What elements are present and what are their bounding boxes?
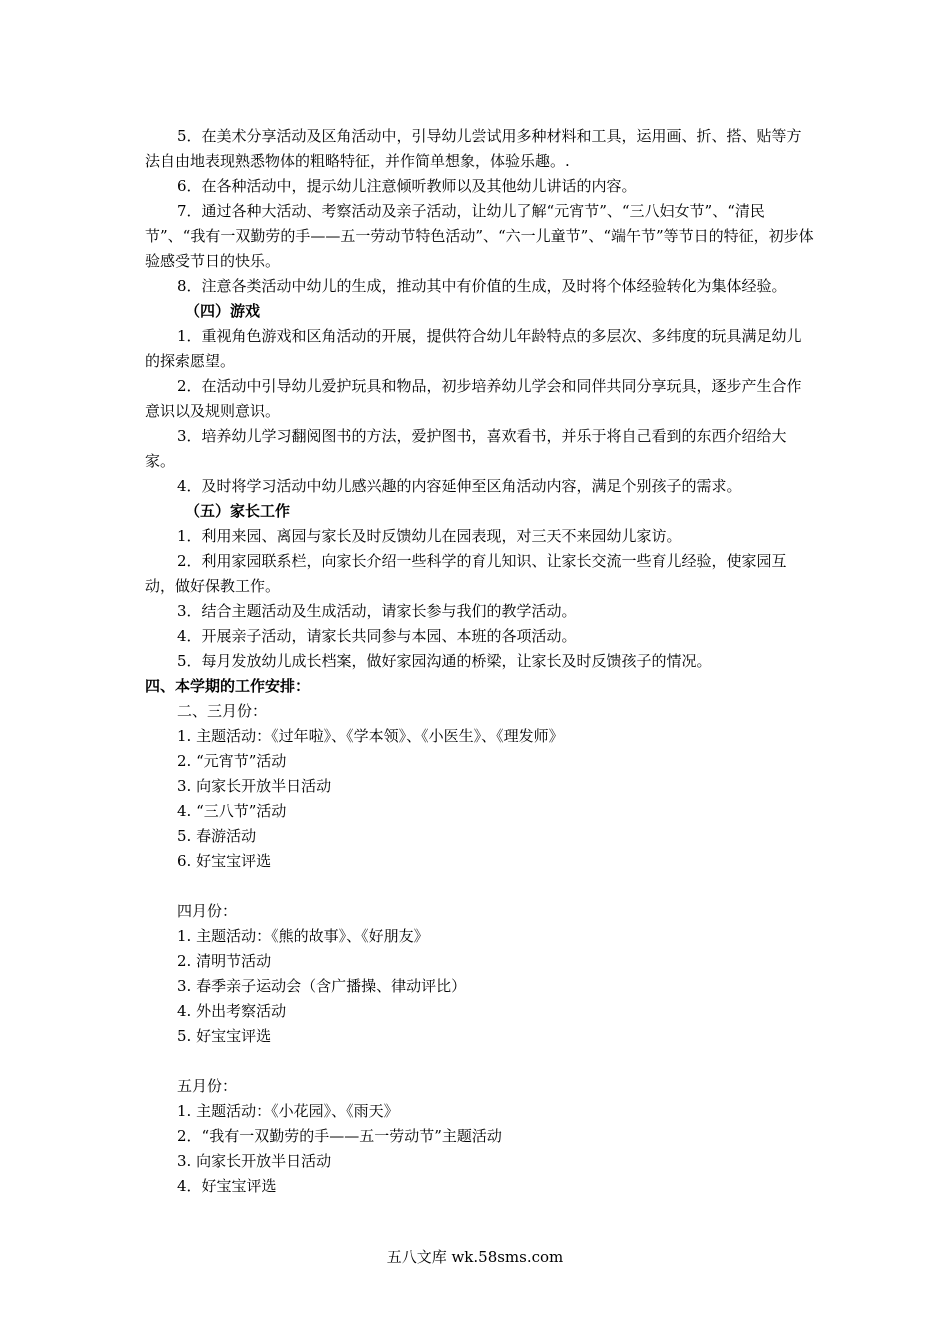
parents-item-5: 5．每月发放幼儿成长档案，做好家园沟通的桥梁，让家长及时反馈孩子的情况。 <box>177 652 712 670</box>
list-item: 4．好宝宝评选 <box>177 1177 277 1195</box>
march-list <box>145 724 815 874</box>
art-item-5: 5．在美术分享活动及区角活动中，引导幼儿尝试用多种材料和工具，运用画、折、搭、贴等方法自由地表现熟悉物体的粗略特征，并作简单想象，体验乐趣。. <box>145 127 802 170</box>
games-item-4: 4．及时将学习活动中幼儿感兴趣的内容延伸至区角活动内容，满足个别孩子的需求。 <box>177 477 742 495</box>
games-item-2: 2．在活动中引导幼儿爱护玩具和物品，初步培养幼儿学会和同伴共同分享玩具，逐步产生合作意识以及规则意识。 <box>145 377 802 420</box>
list-item: 6. 好宝宝评选 <box>177 852 272 870</box>
document-page <box>145 124 815 1199</box>
parents-heading: （五）家长工作 <box>185 502 291 520</box>
art-item-8: 8．注意各类活动中幼儿的生成，推动其中有价值的生成，及时将个体经验转化为集体经验。 <box>177 277 787 295</box>
april-list <box>145 924 815 1049</box>
list-item: 4. 外出考察活动 <box>177 1002 287 1020</box>
list-item: 5. 春游活动 <box>177 827 257 845</box>
march-title: 二、三月份： <box>177 702 268 720</box>
list-item: 5. 好宝宝评选 <box>177 1027 272 1045</box>
may-title: 五月份： <box>177 1077 238 1095</box>
parents-item-3: 3．结合主题活动及生成活动，请家长参与我们的教学活动。 <box>177 602 577 620</box>
art-item-6: 6．在各种活动中，提示幼儿注意倾听教师以及其他幼儿讲话的内容。 <box>177 177 637 195</box>
parents-item-4: 4．开展亲子活动，请家长共同参与本园、本班的各项活动。 <box>177 627 577 645</box>
list-item: 2. “元宵节”活动 <box>177 752 287 770</box>
parents-item-2: 2．利用家园联系栏，向家长介绍一些科学的育儿知识、让家长交流一些育儿经验，使家园互动，做好保教工作。 <box>145 552 787 595</box>
list-item: 4. “三八节”活动 <box>177 802 287 820</box>
games-heading: （四）游戏 <box>185 302 261 320</box>
list-item: 3. 向家长开放半日活动 <box>177 777 332 795</box>
list-item: 3. 向家长开放半日活动 <box>177 1152 332 1170</box>
list-item: 2．“我有一双勤劳的手——五一劳动节”主题活动 <box>177 1127 502 1145</box>
april-title: 四月份： <box>177 902 238 920</box>
may-list <box>145 1099 815 1199</box>
list-item: 3. 春季亲子运动会（含广播操、律动评比） <box>177 977 467 995</box>
list-item: 1. 主题活动：《过年啦》、《学本领》、《小医生》、《理发师》 <box>177 727 564 745</box>
parents-item-1: 1．利用来园、离园与家长及时反馈幼儿在园表现，对三天不来园幼儿家访。 <box>177 527 682 545</box>
games-item-1: 1．重视角色游戏和区角活动的开展，提供符合幼儿年龄特点的多层次、多纬度的玩具满足幼儿的探索愿望。 <box>145 327 802 370</box>
list-item: 1. 主题活动：《熊的故事》、《好朋友》 <box>177 927 429 945</box>
art-item-7: 7．通过各种大活动、考察活动及亲子活动，让幼儿了解“元宵节”、“三八妇女节”、“清民节”、“我有一双勤劳的手——五一劳动节特色活动”、“六一儿童节”、“端午节”等节日的特征，初步体验感受节日的快乐。 <box>145 202 814 270</box>
footer-watermark: 五八文库 wk.58sms.com <box>386 1248 564 1266</box>
games-item-3: 3．培养幼儿学习翻阅图书的方法，爱护图书，喜欢看书，并乐于将自己看到的东西介绍给大家。 <box>145 427 787 470</box>
schedule-heading: 四、本学期的工作安排： <box>145 677 311 695</box>
spacer <box>145 874 815 899</box>
list-item: 2. 清明节活动 <box>177 952 272 970</box>
list-item: 1. 主题活动：《小花园》、《雨天》 <box>177 1102 399 1120</box>
spacer <box>145 1049 815 1074</box>
